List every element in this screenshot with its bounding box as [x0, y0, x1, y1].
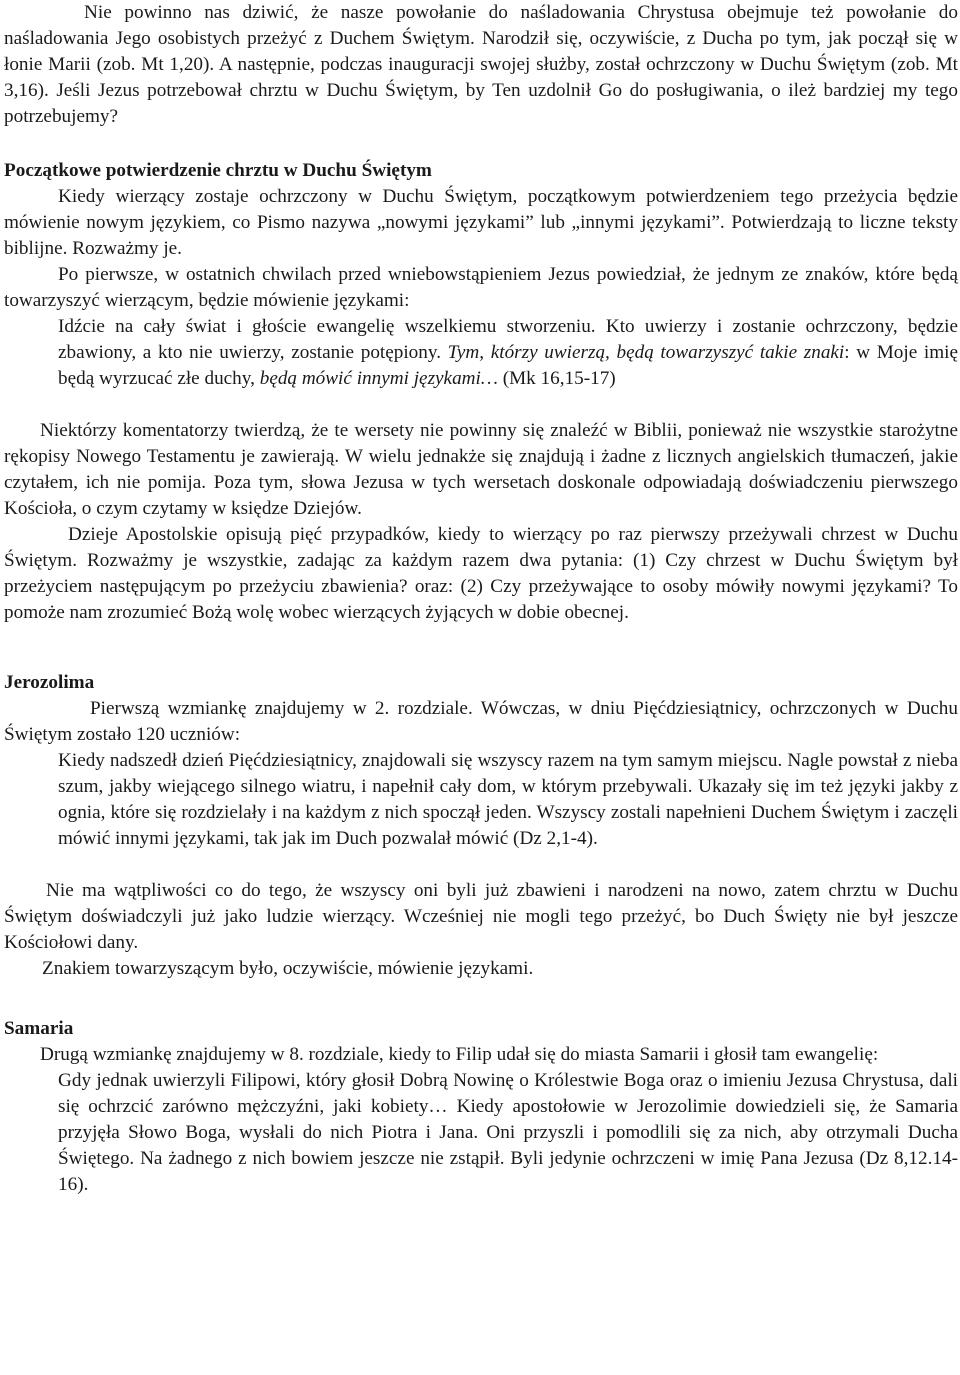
spacer [4, 626, 958, 670]
paragraph: Drugą wzmiankę znajdujemy w 8. rozdziale, kiedy to Filip udał się do miasta Samarii i głosił tam ewangelię: [40, 1044, 879, 1065]
paragraph: Znakiem towarzyszącym było, oczywiście, mówienie językami. [42, 958, 534, 979]
spacer [4, 130, 958, 158]
paragraph: Pierwszą wzmiankę znajdujemy w 2. rozdziale. Wówczas, w dniu Pięćdziesiątnicy, ochrzczonych w Duchu Świętym zostało 120 uczniów: [4, 698, 958, 745]
paragraph: Po pierwsze, w ostatnich chwilach przed wniebowstąpieniem Jezus powiedział, że jednym ze znaków, które będą towarzyszyć wierzącym, będzie mówienie językami: [4, 264, 958, 311]
section-heading-jerusalem: Jerozolima [4, 672, 95, 693]
quote-italic-text: Tym, którzy uwierzą, będą towarzyszyć takie znaki [447, 342, 845, 363]
quote-text: : w Moje imię będą wyrzucać złe duchy, [58, 342, 959, 389]
scripture-quote-acts-2: Kiedy nadszedł dzień Pięćdziesiątnicy, znajdowali się wszyscy razem na tym samym miejscu. Nagle powstał z nieba szum, jakby wiejącego silnego wiatru, i napełnił cały dom, w którym przebywali. Ukazały się im też języki jakby z ognia, które się rozdzielały i na każdym z nich spoczął jeden. Wszyscy zostali napełnieni Duchem Świętym i zaczęli mówić innymi językami, tak jak im Duch pozwalał mówić (Dz 2,1-4). [58, 750, 958, 849]
quote-reference: (Mk 16,15-17) [497, 368, 616, 389]
scripture-quote-acts-8: Gdy jednak uwierzyli Filipowi, który głosił Dobrą Nowinę o Królestwie Boga oraz o imieniu Jezusa Chrystusa, dali się ochrzcić zarówno mężczyźni, jaki kobiety… Kiedy apostołowie w Jerozolimie dowiedzieli się, że Samaria przyjęła Słowo Boga, wysłali do nich Piotra i Jana. Oni przyszli i pomodlili się za nich, aby otrzymali Ducha Świętego. Na żadnego z nich bowiem jeszcze nie zstąpił. Byli jedynie ochrzczeni w imię Pana Jezusa (Dz 8,12.14-16). [58, 1070, 958, 1195]
spacer [4, 392, 958, 418]
paragraph: Nie ma wątpliwości co do tego, że wszyscy oni byli już zbawieni i narodzeni na nowo, zatem chrztu w Duchu Świętym doświadczyli już jako ludzie wierzący. Wcześniej nie mogli tego przeżyć, bo Duch Święty nie był jeszcze Kościołowi dany. [4, 880, 958, 953]
quote-text: Idźcie na cały świat i głoście ewangelię wszelkiemu stworzeniu. Kto uwierzy i zostanie ochrzczony, będzie zbawiony, a kto nie uwierzy, zostanie potępiony. [58, 316, 958, 363]
spacer [4, 982, 958, 1016]
spacer [4, 852, 958, 878]
quote-italic-text: będą mówić innymi językami… [259, 368, 498, 389]
section-heading-samaria: Samaria [4, 1018, 74, 1039]
paragraph: Dzieje Apostolskie opisują pięć przypadków, kiedy to wierzący po raz pierwszy przeżywali chrzest w Duchu Świętym. Rozważmy je wszystkie, zadając za każdym razem dwa pytania: (1) Czy chrzest w Duchu Świętym był przeżyciem następującym po przeżyciu zbawienia? oraz: (2) Czy przeżywające to osoby mówiły nowymi językami? To pomoże nam zrozumieć Bożą wolę wobec wierzących żyjących w dobie obecnej. [4, 524, 958, 623]
intro-paragraph: Nie powinno nas dziwić, że nasze powołanie do naśladowania Chrystusa obejmuje też powołanie do naśladowania Jego osobistych przeżyć z Duchem Świętym. Narodził się, oczywiście, z Ducha po tym, jak począł się w łonie Marii (zob. Mt 1,20). A następnie, podczas inauguracji swojej służby, został ochrzczony w Duchu Świętym (zob. Mt 3,16). Jeśli Jezus potrzebował chrztu w Duchu Świętym, by Ten uzdolnił Go do posługiwania, o ileż bardziej my tego potrzebujemy? [4, 2, 958, 127]
paragraph: Kiedy wierzący zostaje ochrzczony w Duchu Świętym, początkowym potwierdzeniem tego przeżycia będzie mówienie nowym językiem, co Pismo nazywa „nowymi językami” lub „innymi językami”. Potwierdzają to liczne teksty biblijne. Rozważmy je. [4, 186, 958, 259]
section-heading-initial-confirmation: Początkowe potwierdzenie chrztu w Duchu Świętym [4, 160, 432, 181]
paragraph: Niektórzy komentatorzy twierdzą, że te wersety nie powinny się znaleźć w Biblii, ponieważ nie wszystkie starożytne rękopisy Nowego Testamentu je zawierają. W wielu jednakże się znajdują i żadne z licznych angielskich tłumaczeń, jakie czytałem, ich nie pomija. Poza tym, słowa Jezusa w tych wersetach doskonale odpowiadają doświadczeniu pierwszego Kościoła, o czym czytamy w księdze Dziejów. [4, 420, 958, 519]
scripture-quote-mark [58, 314, 958, 392]
